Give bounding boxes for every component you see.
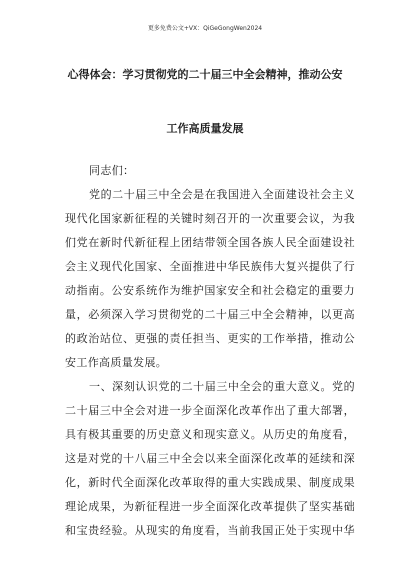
body-line: 会主义现代化国家、全面推进中华民族伟大复兴提供了行 [65,260,355,273]
document-title-line-2: 工作高质量发展 [166,122,244,135]
body-line: 们党在新时代新征程上团结带领全国各族人民全面建设社 [65,236,355,249]
header-note: 更多免费公文+VX：QiGeGongWen2024 [147,25,263,32]
body-line: 这是对党的十八届三中全会以来全面深化改革的延续和深 [65,452,355,465]
salutation: 同志们： [89,164,135,177]
body-line: 一、深刻认识党的二十届三中全会的重大意义。党的 [89,380,355,393]
body-line: 化，新时代全面深化改革取得的重大实践成果、制度成果 [65,476,355,489]
body-line: 具有极其重要的历史意义和现实意义。从历史的角度看， [65,428,355,441]
body-line: 理论成果，为新征程进一步全面深化改革提供了坚实基础 [65,500,355,513]
body-line: 安工作高质量发展。 [65,356,168,369]
body-line: 动指南。公安系统作为维护国家安全和社会稳定的重要力 [65,284,355,297]
body-line: 和宝贵经验。从现实的角度看，当前我国正处于实现中华 [65,524,355,537]
document-title-line-1: 心得体会：学习贯彻党的二十届三中全会精神，推动公安 [67,68,343,81]
body-line: 党的二十届三中全会是在我国进入全面建设社会主义 [89,188,355,201]
body-line: 二十届三中全会对进一步全面深化改革作出了重大部署， [65,404,355,417]
body-line: 量，必须深入学习贯彻党的二十届三中全会精神，以更高 [65,308,355,321]
body-line: 现代化国家新征程的关键时刻召开的一次重要会议，为我 [65,212,355,225]
body-line: 的政治站位、更强的责任担当、更实的工作举措，推动公 [65,332,355,345]
